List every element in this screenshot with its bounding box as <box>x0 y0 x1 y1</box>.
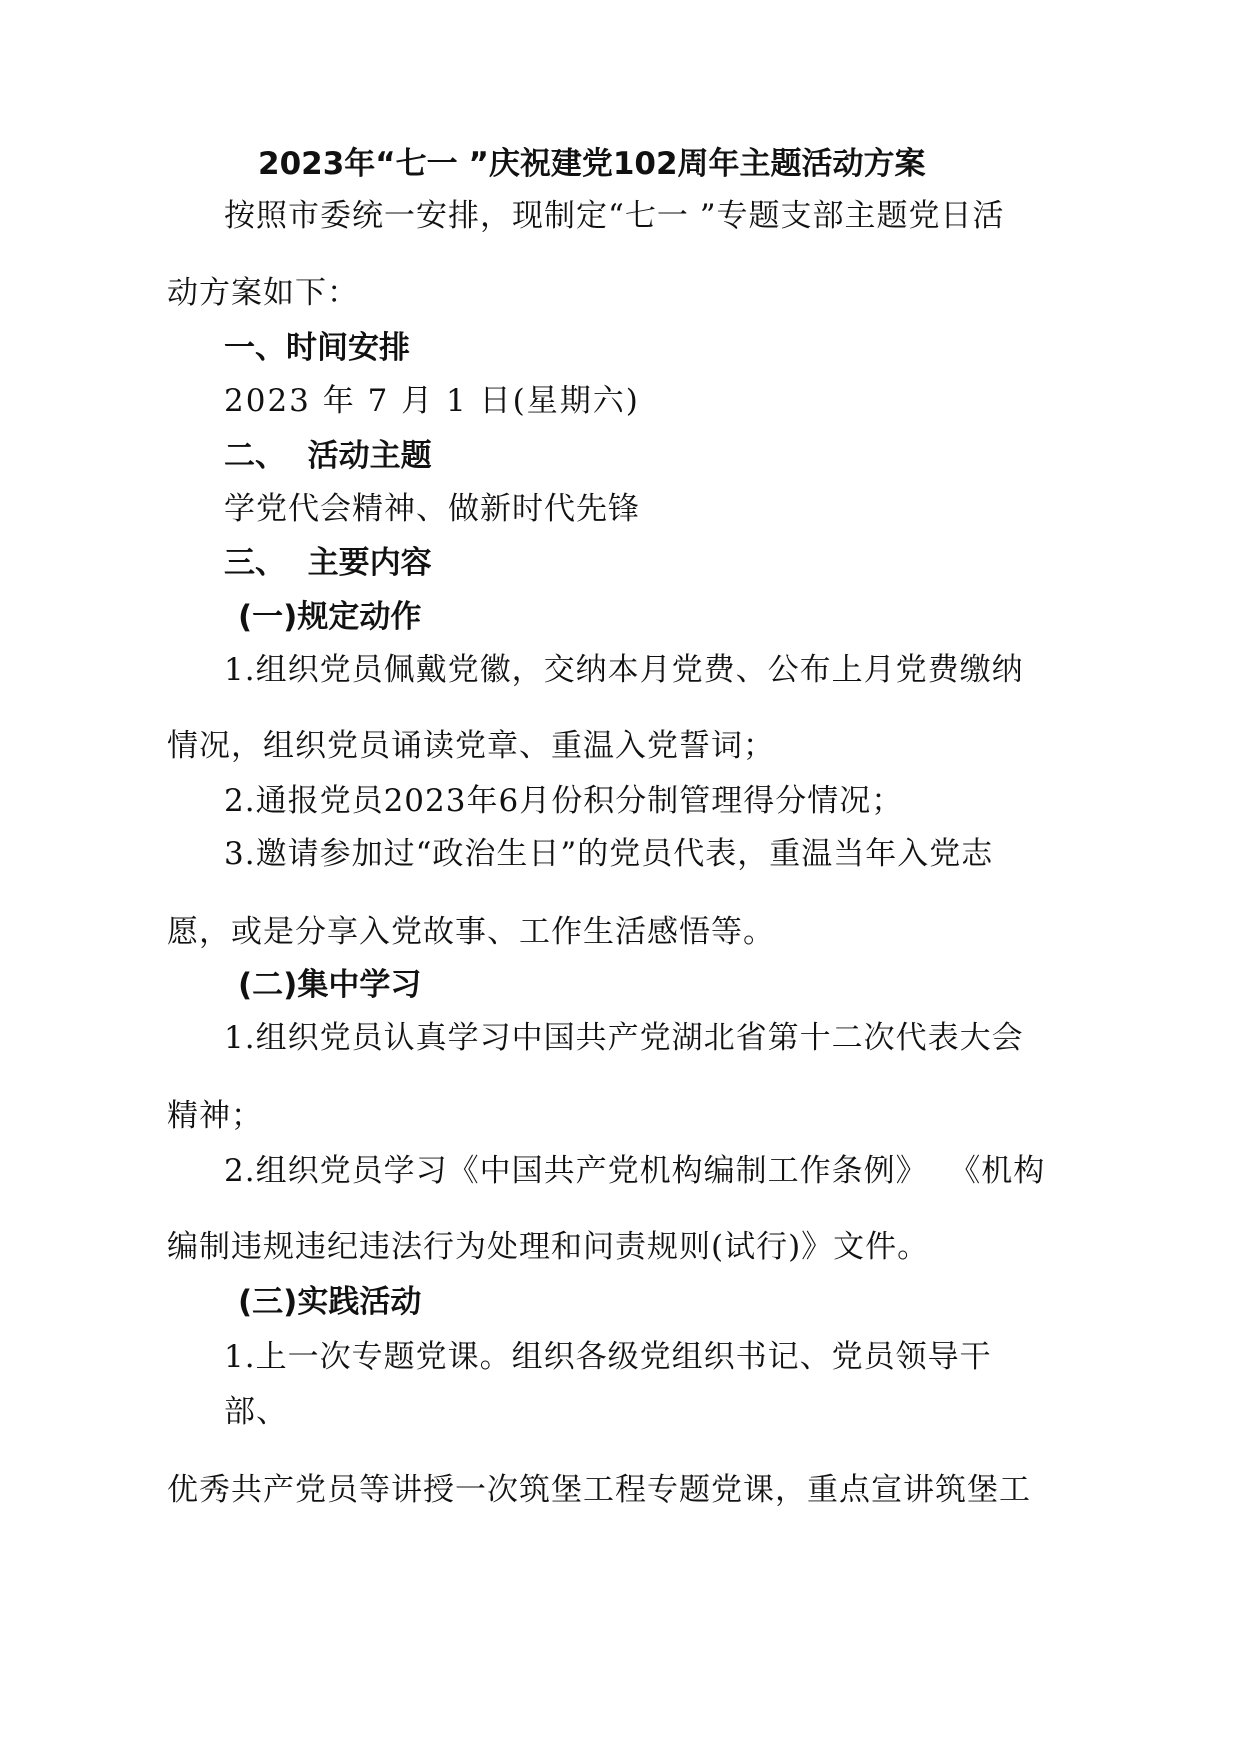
section-3-heading: 三、 主要内容 <box>224 545 432 581</box>
subsection-1-item-1-line-1: 1.组织党员佩戴党徽，交纳本月党费、公布上月党费缴纳 <box>224 652 1024 688</box>
document-title: 2023年“七一 ”庆祝建党102周年主题活动方案 <box>258 146 926 182</box>
subsection-1-heading: (一)规定动作 <box>238 599 422 635</box>
subsection-2-item-1-line-2: 精神； <box>167 1098 263 1134</box>
subsection-3-item-1-line-3: 优秀共产党员等讲授一次筑堡工程专题党课，重点宣讲筑堡工 <box>167 1472 1031 1508</box>
intro-paragraph-line-2: 动方案如下： <box>167 275 359 311</box>
subsection-2-item-1-line-1: 1.组织党员认真学习中国共产党湖北省第十二次代表大会 <box>224 1020 1024 1056</box>
subsection-3-heading: (三)实践活动 <box>238 1284 422 1320</box>
intro-paragraph-line-1: 按照市委统一安排，现制定“七一 ”专题支部主题党日活 <box>224 198 1005 234</box>
subsection-1-item-1-line-2: 情况，组织党员诵读党章、重温入党誓词； <box>167 728 775 764</box>
subsection-2-item-2-line-2: 编制违规违纪违法行为处理和问责规则(试行)》文件。 <box>167 1229 930 1265</box>
subsection-1-item-3-line-1: 3.邀请参加过“政治生日”的党员代表，重温当年入党志 <box>224 836 994 872</box>
section-2-body: 学党代会精神、做新时代先锋 <box>224 491 640 527</box>
subsection-3-item-1-line-1: 1.上一次专题党课。组织各级党组织书记、党员领导干 <box>224 1339 992 1375</box>
section-1-heading: 一、时间安排 <box>224 330 410 366</box>
subsection-1-item-3-line-2: 愿，或是分享入党故事、工作生活感悟等。 <box>167 914 775 950</box>
subsection-2-item-2-line-1: 2.组织党员学习《中国共产党机构编制工作条例》 《机构 <box>224 1153 1046 1189</box>
subsection-1-item-2: 2.通报党员2023年6月份积分制管理得分情况； <box>224 783 904 819</box>
subsection-3-item-1-line-2: 部、 <box>224 1394 288 1430</box>
section-2-heading: 二、 活动主题 <box>224 438 432 474</box>
section-1-body: 2023 年 7 月 1 日(星期六) <box>224 383 640 419</box>
subsection-2-heading: (二)集中学习 <box>238 967 422 1003</box>
